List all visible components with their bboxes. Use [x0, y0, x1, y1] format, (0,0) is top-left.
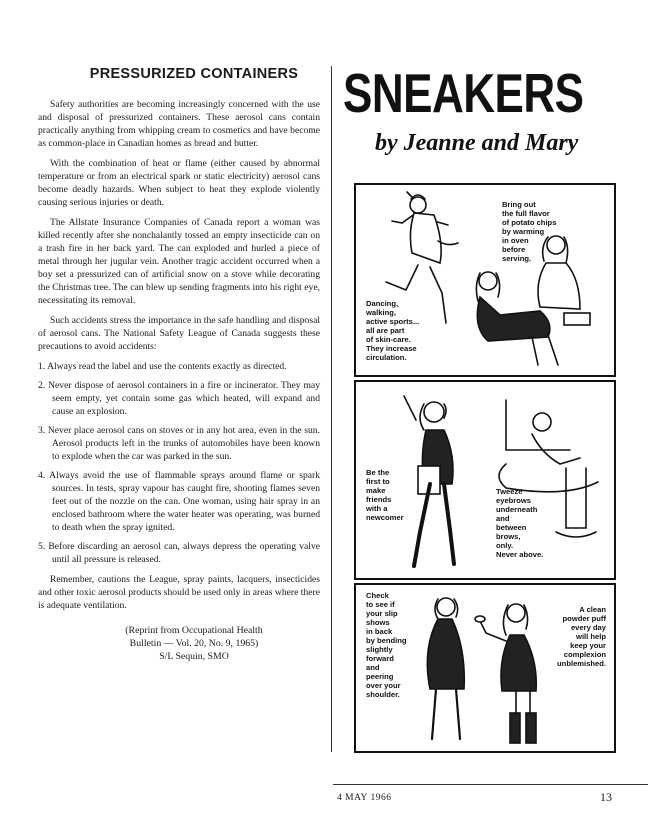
illustration-panel-2 — [354, 380, 616, 580]
article-column — [38, 60, 320, 663]
article-paragraph: With the combination of heat or flame (either caused by abnormal temperature or from an electrical spark or static electricity) aerosol cans become deadly hazards. When subject to heat they explode violently causing serious injuries or death. — [38, 158, 320, 208]
column-divider — [331, 66, 332, 752]
article-paragraph: Safety authorities are becoming increasingly concerned with the use and disposal of pressurized containers. These aerosol cans contain practically anything from whipping cream to cosmetics and have become as common-place in Canadian homes as bread and butter. — [38, 99, 320, 149]
caption-newcomer: Be the first to make friends with a newcomer — [366, 468, 404, 522]
caption-eyebrows: Tweeze eyebrows underneath and between brows, only. Never above. — [496, 487, 544, 559]
closing-paragraph: Remember, cautions the League, spray paints, lacquers, insecticides and other toxic aerosol products should be used only in areas where there is adequate ventilation. — [38, 574, 320, 611]
precautions-list — [38, 360, 320, 566]
article-credit — [68, 624, 320, 663]
precaution-item: 5. Before discarding an aerosol can, always depress the operating valve until all pressure is released. — [38, 541, 320, 565]
precaution-item: 3. Never place aerosol cans on stoves or in any hot area, even in the sun. Aerosol products left in the trunks of automobiles have been known to explode when the car was parked in the sun. — [38, 425, 320, 462]
article-paragraph: Such accidents stress the importance in the safe handling and disposal of aerosol cans. The National Safety League of Canada suggests these precautions to avoid accidents: — [38, 315, 320, 352]
credit-line: Bulletin — Vol. 20, No. 9, 1965) — [129, 638, 259, 649]
illustration-panel-3 — [354, 583, 616, 753]
credit-line: S/L Sequin, SMO — [159, 651, 229, 662]
feature-title: SNEAKERS — [343, 63, 584, 125]
precaution-item: 1. Always read the label and use the contents exactly as directed. — [38, 361, 287, 372]
caption-potato-chips: Bring out the full flavor of potato chips by warming in oven before serving. — [502, 200, 557, 263]
credit-line: (Reprint from Occupational Health — [125, 625, 263, 636]
caption-powder-puff: A clean powder puff every day will help keep your complexion unblemished. — [557, 605, 606, 668]
feature-byline: by Jeanne and Mary — [375, 130, 579, 156]
footer-date: 4 MAY 1966 — [337, 793, 392, 803]
illustration-panel-1 — [354, 183, 616, 377]
page-number: 13 — [600, 790, 612, 804]
article-paragraph: The Allstate Insurance Companies of Canada report a woman was killed recently after she nonchalantly tossed an empty insecticide can on a trash fire in her back yard. The can exploded and hurled a piece of metal through her jugular vein. Another tragic accident occurred when a boy set a pressurized can of artificial snow on a stove while decorating the Christmas tree. The can blew up sending fragments into his right eye, necessitating its removal. — [38, 217, 320, 306]
precaution-item: 4. Always avoid the use of flammable sprays around flame or spark sources. In tests, spray vapour has caught fire, shooting flames seven feet out of the nozzle on the can. One woman, using hair spray in an enclosed bathroom where the water heater was operating, was burned to death when the spray ignited. — [38, 470, 320, 533]
caption-slip: Check to see if your slip shows in back by bending slightly forward and peering over your shoulder. — [366, 591, 407, 699]
precaution-item: 2. Never dispose of aerosol containers in a fire or incinerator. They may seem empty, yet contain some gas which heated, will expand and cause an explosion. — [38, 380, 320, 417]
caption-dancing: Dancing, walking, active sports... all are part of skin-care. They increase circulation. — [366, 299, 420, 362]
article-title: PRESSURIZED CONTAINERS — [89, 66, 299, 82]
footer-rule — [333, 784, 648, 785]
